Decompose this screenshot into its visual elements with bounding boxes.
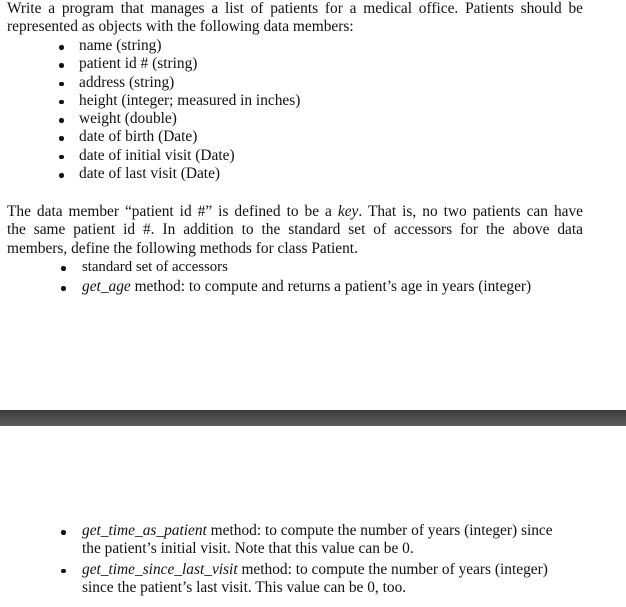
bullet-icon: [59, 100, 64, 105]
list-item: weight (double): [0, 110, 300, 128]
page-separator: [0, 410, 626, 426]
list-item: name (string): [0, 37, 300, 55]
bullet-icon: [59, 173, 64, 178]
bullet-icon: [61, 286, 66, 291]
bullet-icon: [59, 155, 64, 160]
document-page-2: [0, 426, 626, 607]
bullet-icon: [59, 63, 64, 68]
bullet-icon: [61, 530, 66, 535]
list-item: height (integer; measured in inches): [0, 92, 300, 110]
key-line-2: the same patient id #. In addition to the standard set of accessors for the above data: [7, 221, 583, 239]
key-line-3: members, define the following methods for class Patient.: [7, 239, 358, 257]
list-item: date of birth (Date): [0, 128, 300, 146]
list-item: get_age method: to compute and returns a patient’s age in years (integer): [0, 278, 531, 296]
bullet-icon: [59, 45, 64, 50]
bullet-icon: [59, 118, 64, 123]
bullet-icon: [61, 569, 66, 574]
method-name: get_age: [82, 278, 131, 295]
list-item: date of initial visit (Date): [0, 147, 300, 165]
list-item: standard set of accessors: [0, 258, 531, 278]
list-item: patient id # (string): [0, 55, 300, 73]
methods-list-continued: [0, 522, 553, 599]
bullet-icon: [61, 266, 66, 271]
intro-paragraph: [7, 0, 583, 37]
list-item: get_time_as_patient method: to compute the number of years (integer) since the patient’s initial visit. Note that this value can be 0.: [0, 522, 553, 559]
bullet-icon: [59, 136, 64, 141]
list-item: address (string): [0, 74, 300, 92]
bullet-icon: [59, 82, 64, 87]
key-line-1: The data member “patient id #” is defined to be a key. That is, no two patients can have: [7, 203, 584, 220]
key-term: key: [337, 203, 359, 220]
list-item: date of last visit (Date): [0, 165, 300, 183]
method-name: get_time_since_last_visit: [82, 560, 238, 578]
intro-line-1: Write a program that manages a list of patients for a medical office. Patients should be: [7, 0, 583, 17]
methods-list: [0, 258, 531, 296]
key-paragraph: [7, 203, 583, 258]
intro-line-2: represented as objects with the following data members:: [7, 18, 354, 36]
list-item: get_time_since_last_visit method: to compute the number of years (integer) since the patient’s last visit. This value can be 0, too.: [0, 561, 553, 598]
method-name: get_time_as_patient: [82, 522, 207, 539]
data-members-list: [0, 37, 300, 183]
